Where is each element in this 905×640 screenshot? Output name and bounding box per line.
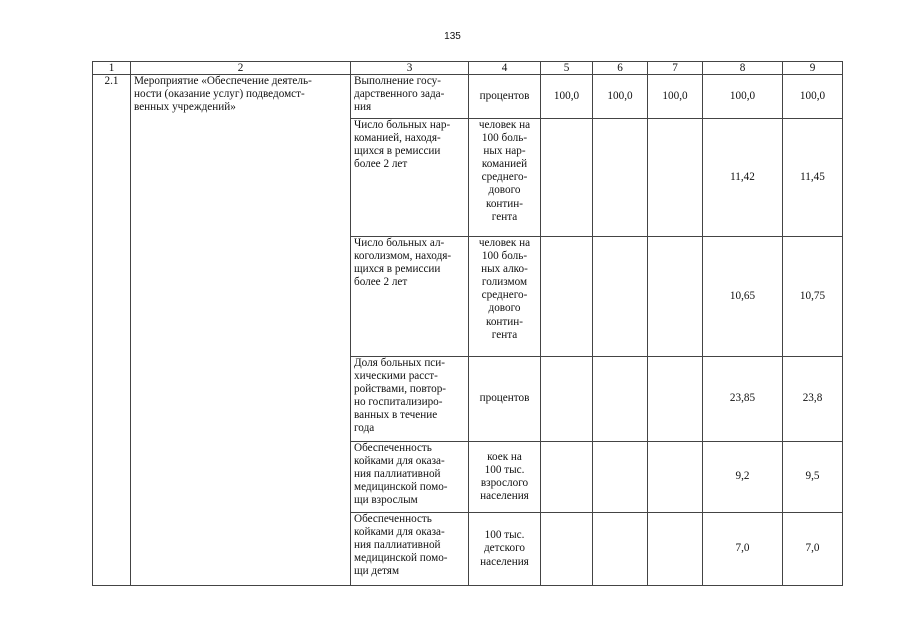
indicator-name: Число больных нар- команией, находя- щихся в ремиссии более 2 лет [351, 119, 469, 237]
indicator-unit: процентов [469, 357, 541, 442]
row-number: 2.1 [93, 75, 131, 586]
value-col-5 [541, 513, 593, 586]
indicator-name: Число больных ал- коголизмом, находя- щихся в ремиссии более 2 лет [351, 237, 469, 357]
value-col-9: 100,0 [783, 75, 843, 119]
value-col-7 [648, 513, 703, 586]
indicator-name: Обеспеченность койками для оказа- ния паллиативной медицинской помо- щи детям [351, 513, 469, 586]
value-col-9: 7,0 [783, 513, 843, 586]
value-col-6 [593, 357, 648, 442]
value-col-6 [593, 442, 648, 513]
value-col-6 [593, 119, 648, 237]
value-col-6 [593, 513, 648, 586]
value-col-5 [541, 442, 593, 513]
value-col-9: 23,8 [783, 357, 843, 442]
value-col-6 [593, 237, 648, 357]
value-col-8: 100,0 [703, 75, 783, 119]
indicator-name: Выполнение госу- дарственного зада- ния [351, 75, 469, 119]
indicator-unit: коек на 100 тыс. взрослого населения [469, 442, 541, 513]
value-col-5 [541, 237, 593, 357]
column-header: 6 [593, 62, 648, 75]
column-header: 3 [351, 62, 469, 75]
value-col-7 [648, 442, 703, 513]
value-col-8: 7,0 [703, 513, 783, 586]
value-col-9: 10,75 [783, 237, 843, 357]
column-header: 9 [783, 62, 843, 75]
value-col-7 [648, 119, 703, 237]
indicator-unit: человек на 100 боль- ных нар- команией среднего- дового контин- гента [469, 119, 541, 237]
value-col-5 [541, 357, 593, 442]
header-row [93, 62, 843, 75]
value-col-6: 100,0 [593, 75, 648, 119]
indicators-table [92, 61, 843, 586]
value-col-9: 9,5 [783, 442, 843, 513]
value-col-9: 11,45 [783, 119, 843, 237]
indicator-name: Обеспеченность койками для оказа- ния паллиативной медицинской помо- щи взрослым [351, 442, 469, 513]
value-col-8: 9,2 [703, 442, 783, 513]
column-header: 2 [131, 62, 351, 75]
column-header: 5 [541, 62, 593, 75]
value-col-5: 100,0 [541, 75, 593, 119]
value-col-8: 11,42 [703, 119, 783, 237]
value-col-8: 10,65 [703, 237, 783, 357]
value-col-8: 23,85 [703, 357, 783, 442]
value-col-7 [648, 357, 703, 442]
table-row [93, 75, 843, 119]
indicator-name: Доля больных пси- хическими расст- ройствами, повтор- но госпитализиро- ванных в течение года [351, 357, 469, 442]
value-col-7 [648, 237, 703, 357]
indicator-unit: человек на 100 боль- ных алко- голизмом среднего- дового контин- гента [469, 237, 541, 357]
value-col-5 [541, 119, 593, 237]
indicator-unit: процентов [469, 75, 541, 119]
page-number: 135 [444, 31, 461, 42]
column-header: 4 [469, 62, 541, 75]
indicator-unit: 100 тыс. детского населения [469, 513, 541, 586]
value-col-7: 100,0 [648, 75, 703, 119]
event-name: Мероприятие «Обеспечение деятель- ности (оказание услуг) подведомст- венных учреждений» [131, 75, 351, 586]
column-header: 8 [703, 62, 783, 75]
column-header: 7 [648, 62, 703, 75]
column-header: 1 [93, 62, 131, 75]
